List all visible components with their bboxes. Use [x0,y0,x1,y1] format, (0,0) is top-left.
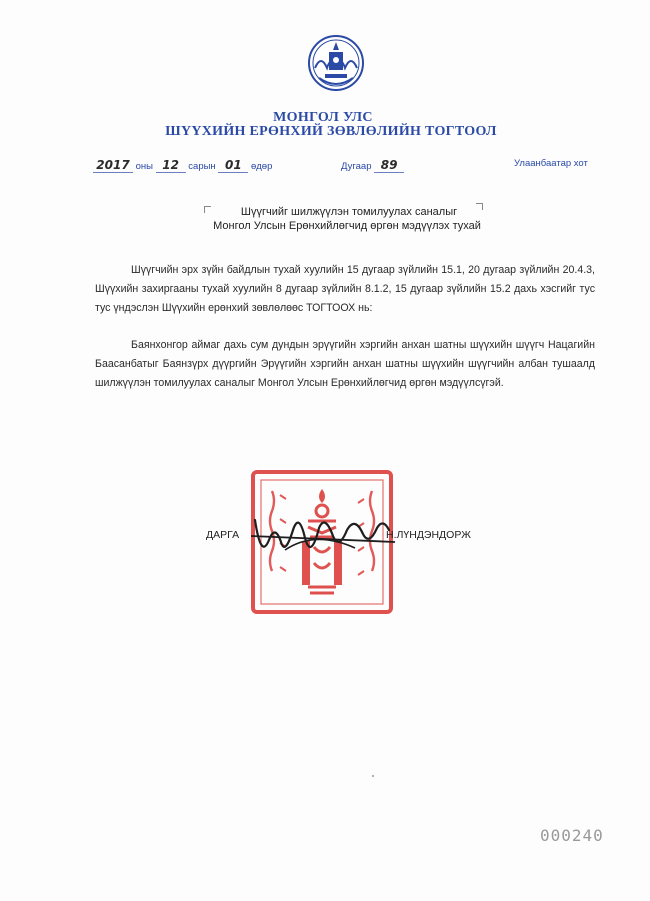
subject-line-2: Монгол Улсын Ерөнхийлөгчид өргөн мэдүүлэх тухай [213,220,481,232]
subject-line-1: Шүүгчийг шилжүүлэн томилуулах саналыг [240,206,458,218]
header-title: ШҮҮХИЙН ЕРӨНХИЙ ЗӨВЛӨЛИЙН ТОГТООЛ [165,124,497,139]
month-value: 12 [156,158,186,173]
signatory-name: Н.ЛҮНДЭНДОРЖ [386,529,471,541]
state-emblem-icon [307,34,365,92]
signatory-title: ДАРГА [206,529,240,541]
day-suffix: өдөр [250,161,273,172]
number-label: Дугаар [341,161,372,172]
body-paragraph-1: Шүүгчийн эрх зүйн байдлын тухай хуулийн 15 дугаар зүйлийн 15.1, 20 дугаар зүйлийн 20.4.3, Шүүхийн захиргааны тухай хуулийн 8 дугаар зүйлийн 8.1.2, 15 дугаар зүйлийн 15.2 дахь хэсгийг тус тус үндэслэн Шүүхийн ерөнхий зөвлөлөөс ТОГТООХ нь: [95,264,595,314]
document-serial-number: 000240 [540,826,604,845]
header-country: МОНГОЛ УЛС [273,110,373,125]
number-field [341,158,404,173]
speck [372,775,374,777]
body-paragraph-2: Баянхонгор аймаг дахь сум дундын эрүүгийн хэргийн анхан шатны шүүхийн шүүгч Нацагийн Баасанбатыг Баянзүрх дүүргийн Эрүүгийн хэргийн анхан шатны шүүхийн шүүгчийн албан тушаалд шилжүүлэн томилуулах саналыг Монгол Улсын Ерөнхийлөгчид өргөн мэдүүлсүгэй. [95,339,595,389]
date-field [93,158,272,173]
city-label: Улаанбаатар хот [514,158,588,169]
year-value: 2017 [93,158,133,173]
handwritten-signature [245,500,405,570]
number-value: 89 [374,158,404,173]
year-suffix: оны [135,161,153,172]
month-suffix: сарын [188,161,216,172]
day-value: 01 [218,158,248,173]
